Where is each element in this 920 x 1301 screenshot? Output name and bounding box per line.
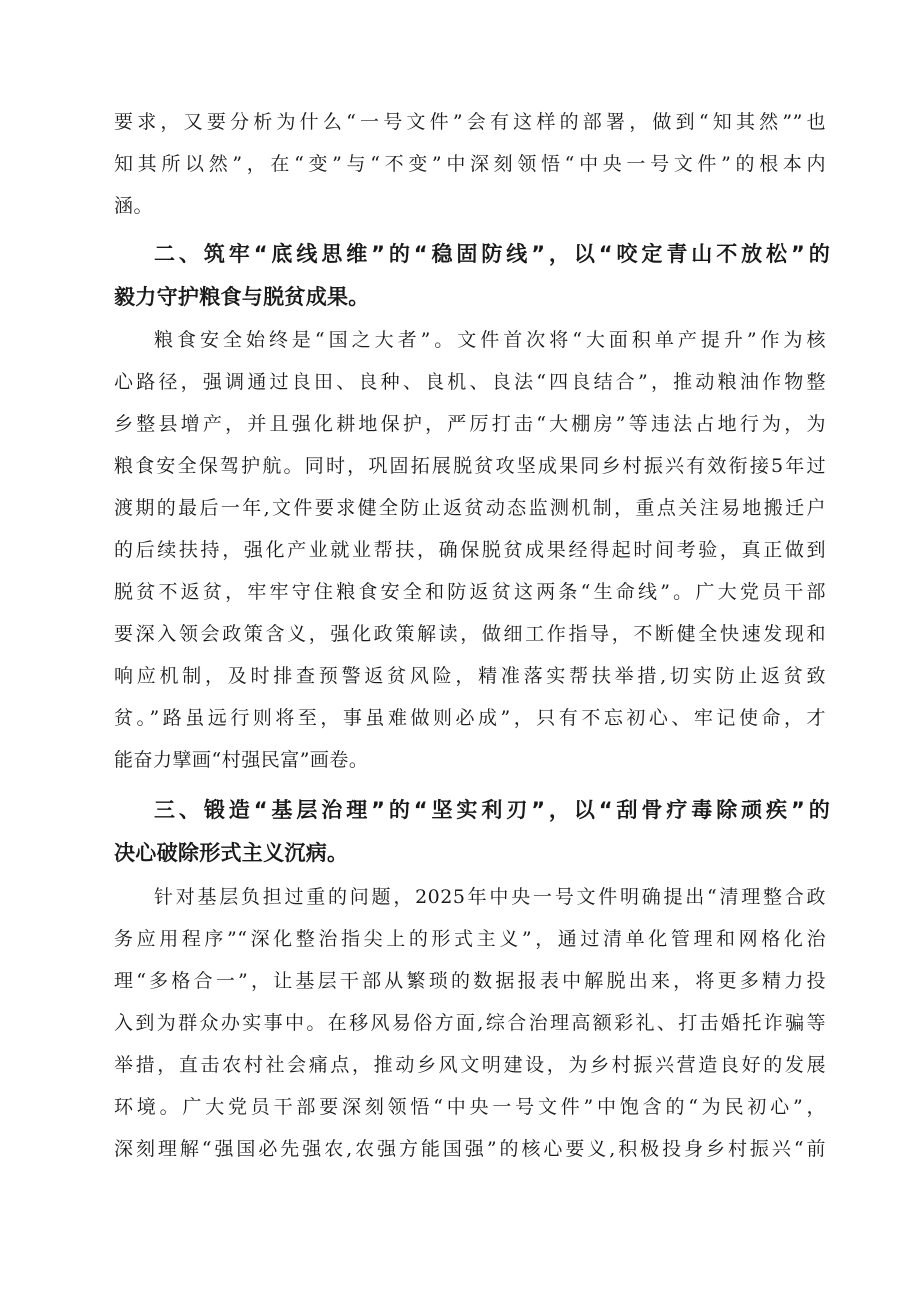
section-three-body-line-7: 深刻理解“强国必先强农,农强方能国强”的核心要义,积极投身乡村振兴“前 — [114, 1138, 826, 1160]
section-two-body-line-2: 心路径，强调通过良田、良种、良机、良法“四良结合”，推动粮油作物整 — [114, 371, 826, 393]
section-two-body-line-9: 响应机制，及时排查预警返贫风险，精准落实帮扶举措,切实防止返贫致 — [114, 665, 826, 687]
intro-line-2: 知其所以然”，在“变”与“不变”中深刻领悟“中央一号文件”的根本内 — [114, 153, 826, 175]
intro-line-1: 要求，又要分析为什么“一号文件”会有这样的部署，做到“知其然””也 — [114, 111, 826, 133]
section-two-body-line-1: 粮食安全始终是“国之大者”。文件首次将“大面积单产提升”作为核 — [154, 329, 826, 351]
section-three-body-line-1: 针对基层负担过重的问题，2025年中央一号文件明确提出“清理整合政 — [154, 886, 826, 908]
section-three-heading-line-2: 决心破除形式主义沉病。 — [114, 841, 349, 865]
section-two-body-line-10: 贫。”路虽远行则将至，事虽难做则必成”，只有不忘初心、牢记使命，才 — [114, 707, 826, 729]
section-two-body-line-3: 乡整县增产，并且强化耕地保护，严厉打击“大棚房”等违法占地行为，为 — [114, 413, 826, 435]
section-three-body-line-5: 举措，直击农村社会痛点，推动乡风文明建设，为乡村振兴营造良好的发展 — [114, 1054, 826, 1076]
section-two-body-line-8: 要深入领会政策含义，强化政策解读，做细工作指导，不断健全快速发现和 — [114, 623, 826, 645]
section-three-heading-line-1: 三、锻造“基层治理”的“坚实利刃”，以“刮骨疗毒除顽疾”的 — [154, 798, 830, 822]
section-two-body-line-7: 脱贫不返贫，牢牢守住粮食安全和防返贫这两条“生命线”。广大党员干部 — [114, 581, 826, 603]
section-three-body-line-3: 理“多格合一”，让基层干部从繁琐的数据报表中解脱出来，将更多精力投 — [114, 970, 826, 992]
section-three-body-line-6: 环境。广大党员干部要深刻领悟“中央一号文件”中饱含的“为民初心”， — [114, 1096, 826, 1118]
section-three-body-line-2: 务应用程序”“深化整治指尖上的形式主义”，通过清单化管理和网格化治 — [114, 928, 826, 950]
section-two-body-line-11: 能奋力擘画“村强民富”画卷。 — [114, 749, 369, 771]
section-two-body-line-5: 渡期的最后一年,文件要求健全防止返贫动态监测机制，重点关注易地搬迁户 — [114, 497, 826, 519]
section-three-body-line-4: 入到为群众办实事中。在移风易俗方面,综合治理高额彩礼、打击婚托诈骗等 — [114, 1012, 826, 1034]
section-two-heading-line-1: 二、筑牢“底线思维”的“稳固防线”，以“咬定青山不放松”的 — [154, 242, 830, 266]
section-two-body-line-4: 粮食安全保驾护航。同时，巩固拓展脱贫攻坚成果同乡村振兴有效衔接5年过 — [114, 455, 826, 477]
intro-line-3: 涵。 — [114, 195, 154, 217]
section-two-heading-line-2: 毅力守护粮食与脱贫成果。 — [114, 285, 370, 309]
section-two-body-line-6: 的后续扶持，强化产业就业帮扶，确保脱贫成果经得起时间考验，真正做到 — [114, 539, 826, 561]
